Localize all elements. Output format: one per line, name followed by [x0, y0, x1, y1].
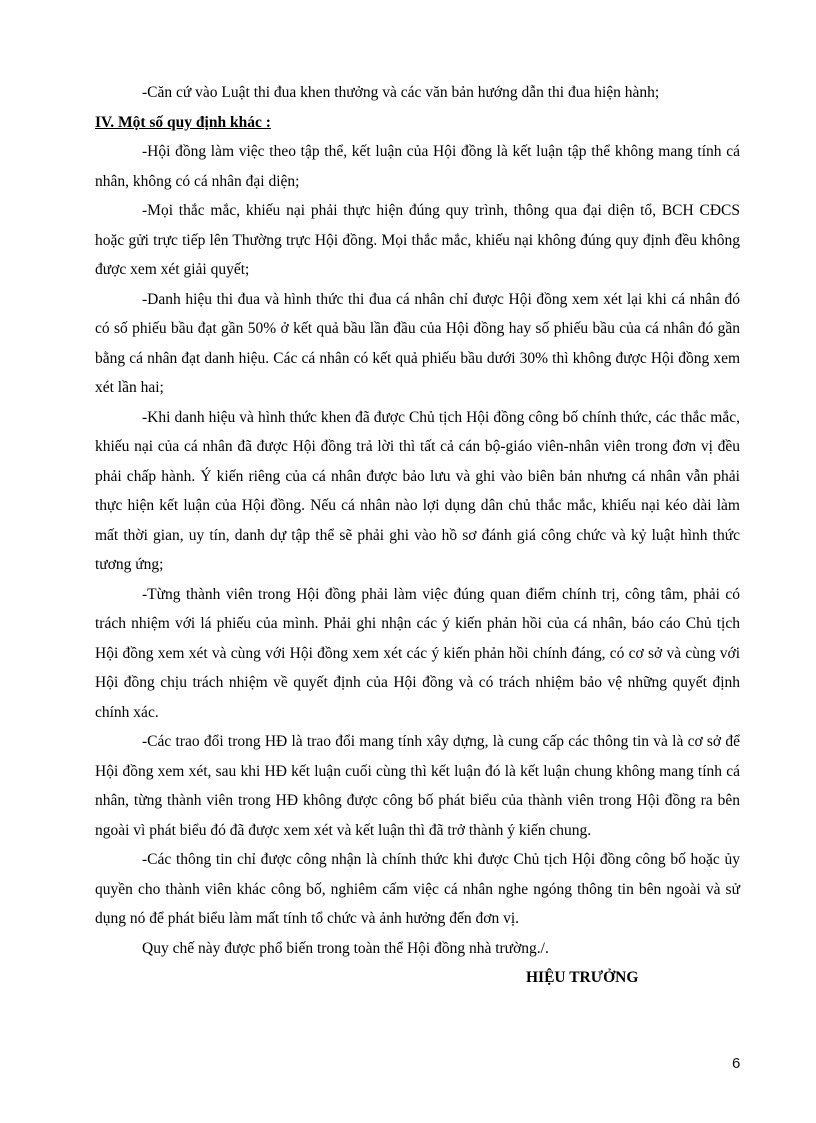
section-heading: IV. Một số quy định khác : [95, 113, 271, 131]
paragraph-reconsideration: -Danh hiệu thi đua và hình thức thi đua cá nhân chỉ được Hội đồng xem xét lại khi cá nhân đó có số phiếu bầu đạt gần 50% ở kết quả bầu lần đầu của Hội đồng hay số phiếu bầu của cá nhân đó gần bằng cá nhân đạt danh hiệu. Các cá nhân có kết quả phiếu bầu dưới 30% thì không được Hội đồng xem xét lần hai; [95, 290, 740, 396]
paragraph-complaints-procedure: -Mọi thắc mắc, khiếu nại phải thực hiện đúng quy trình, thông qua đại diện tổ, BCH CĐCS hoặc gửi trực tiếp lên Thường trực Hội đồng. Mọi thắc mắc, khiếu nại không đúng quy định đều không được xem xét giải quyết; [95, 202, 740, 278]
paragraph-announcement-compliance: -Khi danh hiệu và hình thức khen đã được Chủ tịch Hội đồng công bố chính thức, các thắc mắc, khiếu nại của cá nhân đã được Hội đồng trả lời thì tất cả cán bộ-giáo viên-nhân viên trong đơn vị đều phải chấp hành. Ý kiến riêng của cá nhân được bảo lưu và ghi vào biên bản nhưng cá nhân vẫn phải thực hiện kết luận của Hội đồng. Nếu cá nhân nào lợi dụng dân chủ thắc mắc, khiếu nại kéo dài làm mất thời gian, uy tín, danh dự tập thể sẽ phải ghi vào hồ sơ đánh giá công chức và kỷ luật hình thức tương ứng; [95, 408, 740, 573]
paragraph-dissemination: Quy chế này được phổ biến trong toàn thể Hội đồng nhà trường./. [142, 939, 549, 957]
paragraph-legal-basis: -Căn cứ vào Luật thi đua khen thưởng và các văn bản hướng dẫn thi đua hiện hành; [142, 84, 660, 101]
paragraph-official-information: -Các thông tin chỉ được công nhận là chính thức khi được Chủ tịch Hội đồng công bố hoặc ủy quyền cho thành viên khác công bố, nghiêm cấm việc cá nhân nghe ngóng thông tin bên ngoài và sử dụng nó để phát biểu làm mất tính tổ chức và ảnh hưởng đến đơn vị. [95, 851, 740, 927]
signature-title: HIỆU TRƯỞNG [526, 969, 639, 986]
document-page [95, 78, 740, 993]
page-number: 6 [732, 1055, 741, 1072]
paragraph-member-responsibility: -Từng thành viên trong Hội đồng phải làm việc đúng quan điểm chính trị, công tâm, phải có trách nhiệm với lá phiếu của mình. Phải ghi nhận các ý kiến phản hồi của cá nhân, báo cáo Chủ tịch Hội đồng xem xét và cùng với Hội đồng xem xét các ý kiến phản hồi chính đáng, có cơ sở và cùng với Hội đồng chịu trách nhiệm về quyết định của Hội đồng và có trách nhiệm bảo vệ những quyết định chính xác. [95, 585, 740, 721]
paragraph-discussion-rules: -Các trao đổi trong HĐ là trao đổi mang tính xây dựng, là cung cấp các thông tin và là cơ sở để Hội đồng xem xét, sau khi HĐ kết luận cuối cùng thì kết luận đó là kết luận chung không mang tính cá nhân, từng thành viên trong HĐ không được công bố phát biểu của thành viên trong Hội đồng ra bên ngoài vì phát biểu đó đã được xem xét và kết luận thì đã trở thành ý kiến chung. [95, 733, 740, 839]
paragraph-council-collective: -Hội đồng làm việc theo tập thể, kết luận của Hội đồng là kết luận tập thể không mang tính cá nhân, không có cá nhân đại diện; [95, 143, 740, 190]
